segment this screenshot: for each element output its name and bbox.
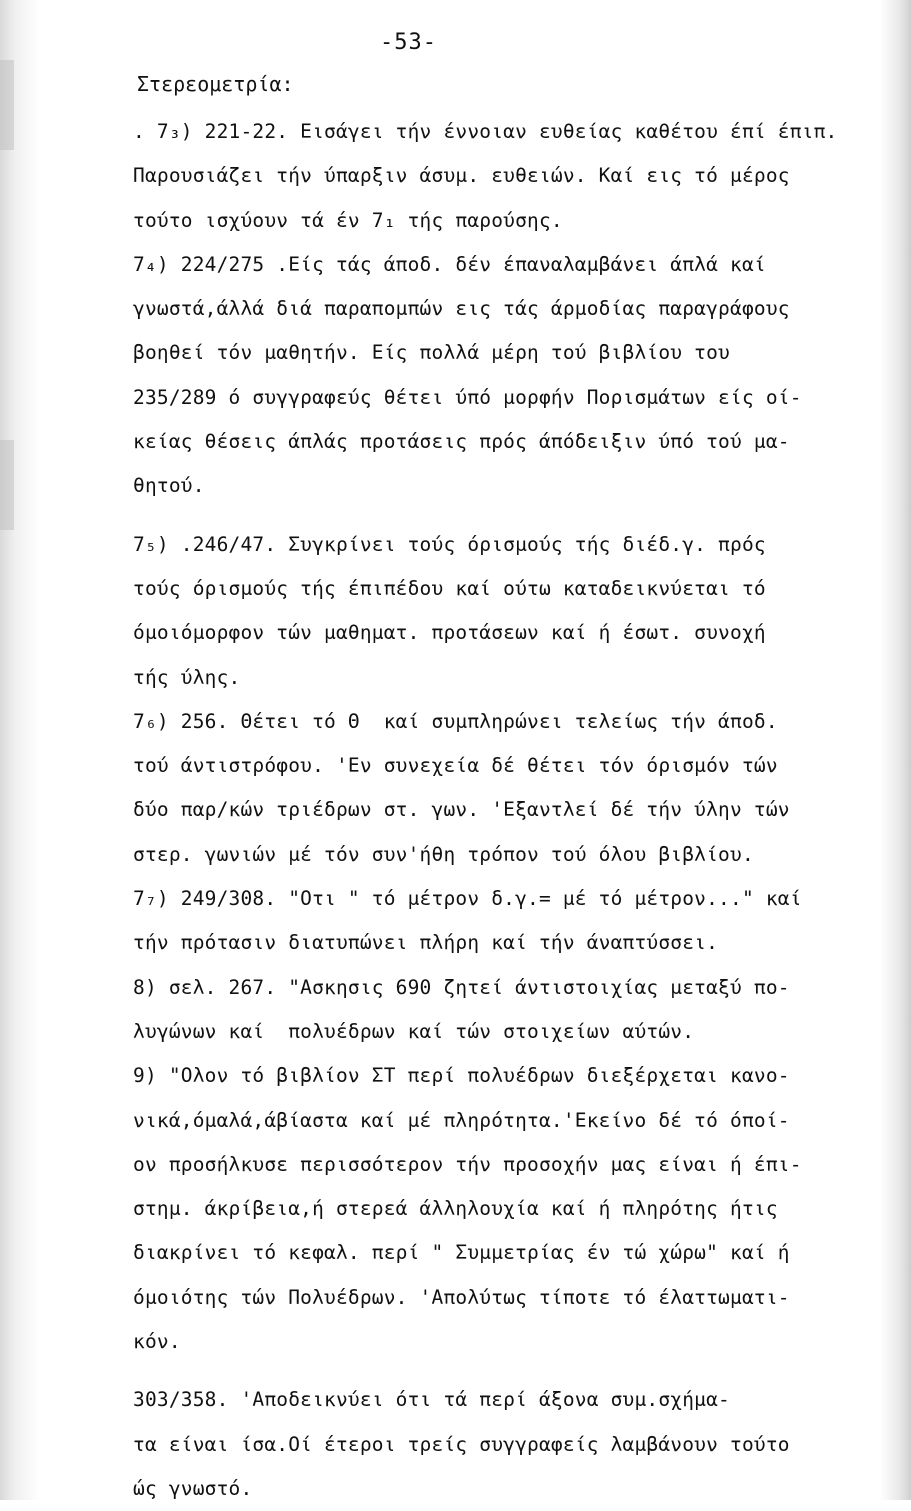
text-line: 235/289 ό συγγραφεύς θέτει ύπό μορφήν Πορισμάτων είς οί- (133, 385, 802, 409)
text-line: τού άντιστρόφου. 'Εν συνεχεία δέ θέτει τόν όρισμόν τών (133, 754, 778, 778)
text-line: 7₆) 256. Θέτει τό Θ καί συμπληρώνει τελείως τήν άποδ. (133, 709, 778, 733)
scan-edge-shadow (0, 440, 14, 530)
text-line: γνωστά,άλλά διά παραπομπών εις τάς άρμοδίας παραγράφους (133, 297, 790, 321)
text-line: Παρουσιάζει τήν ύπαρξιν άσυμ. ευθειών. Καί εις τό μέρος (133, 164, 790, 188)
text-line: τούς όρισμούς τής έπιπέδου καί ούτω καταδεικνύεται τό (133, 576, 766, 600)
text-line: στημ. άκρίβεια,ή στερεά άλληλουχία καί ή πληρότης ήτις (133, 1197, 778, 1221)
text-line: θητού. (133, 474, 205, 498)
text-line: βοηθεί τόν μαθητήν. Είς πολλά μέρη τού βιβλίου του (133, 341, 730, 365)
page-number: -53- (380, 30, 437, 55)
text-line: όμοιόμορφον τών μαθηματ. προτάσεων καί ή έσωτ. συνοχή (133, 621, 766, 645)
text-line: 7₅) .246/47. Συγκρίνει τούς όρισμούς τής διέδ.γ. πρός (133, 532, 766, 556)
text-line: 303/358. 'Αποδεικνύει ότι τά περί άξονα συμ.σχήμα- (133, 1388, 730, 1412)
text-line: τούτο ισχύουν τά έν 7₁ τής παρούσης. (133, 208, 563, 232)
text-line: τήν πρότασιν διατυπώνει πλήρη καί τήν άναπτύσσει. (133, 931, 719, 955)
text-line: δύο παρ/κών τριέδρων στ. γων. 'Εξαντλεί δέ τήν ύλην τών (133, 798, 790, 822)
entry-7-6-to-9 (133, 700, 893, 1364)
text-line: τής ύλης. (133, 665, 241, 689)
text-line: όμοιότης τών Πολυέδρων. 'Απολύτως τίποτε τό έλαττωματι- (133, 1285, 790, 1309)
text-line: στερ. γωνιών μέ τόν συν'ήθη τρόπον τού όλου βιβλίου. (133, 842, 754, 866)
text-line: νικά,όμαλά,άβίαστα καί μέ πληρότητα.'Εκείνο δέ τό όποί- (133, 1108, 790, 1132)
text-line: λυγώνων καί πολυέδρων καί τών στοιχείων αύτών. (133, 1019, 695, 1043)
text-line: διακρίνει τό κεφαλ. περί " Συμμετρίας έν τώ χώρω" καί ή (133, 1241, 790, 1265)
entry-7-3 (133, 110, 893, 243)
text-line: ον προσήλκυσε περισσότερον τήν προσοχήν μας είναι ή έπι- (133, 1152, 802, 1176)
text-line: ώς γνωστό. (133, 1476, 253, 1500)
entry-303-358 (133, 1378, 893, 1511)
text-line: 7₇) 249/308. "Οτι " τό μέτρον δ.γ.= μέ τό μέτρον..." καί (133, 887, 802, 911)
section-heading: Στερεομετρία: (137, 72, 294, 96)
entry-7-4 (133, 243, 893, 509)
paragraph-gap (133, 509, 893, 523)
text-line: 8) σελ. 267. "Ασκησις 690 ζητεί άντιστοιχίας μεταξύ πο- (133, 975, 790, 999)
entry-7-5 (133, 523, 893, 700)
paragraph-gap (133, 1364, 893, 1378)
body-text (133, 110, 893, 1511)
scan-edge-shadow (0, 60, 14, 150)
text-line: 9) "Ολον τό βιβλίον ΣΤ περί πολυέδρων διεξέρχεται κανο- (133, 1064, 790, 1088)
text-line: τα είναι ίσα.Οί έτεροι τρείς συγγραφείς λαμβάνουν τούτο (133, 1432, 790, 1456)
text-line: . 7₃) 221-22. Εισάγει τήν έννοιαν ευθείας καθέτου έπί έπιπ. (133, 120, 838, 143)
text-line: 7₄) 224/275 .Είς τάς άποδ. δέν έπαναλαμβάνει άπλά καί (133, 252, 766, 276)
text-line: κόν. (133, 1330, 181, 1354)
text-line: κείας θέσεις άπλάς προτάσεις πρός άπόδειξιν ύπό τού μα- (133, 430, 790, 454)
